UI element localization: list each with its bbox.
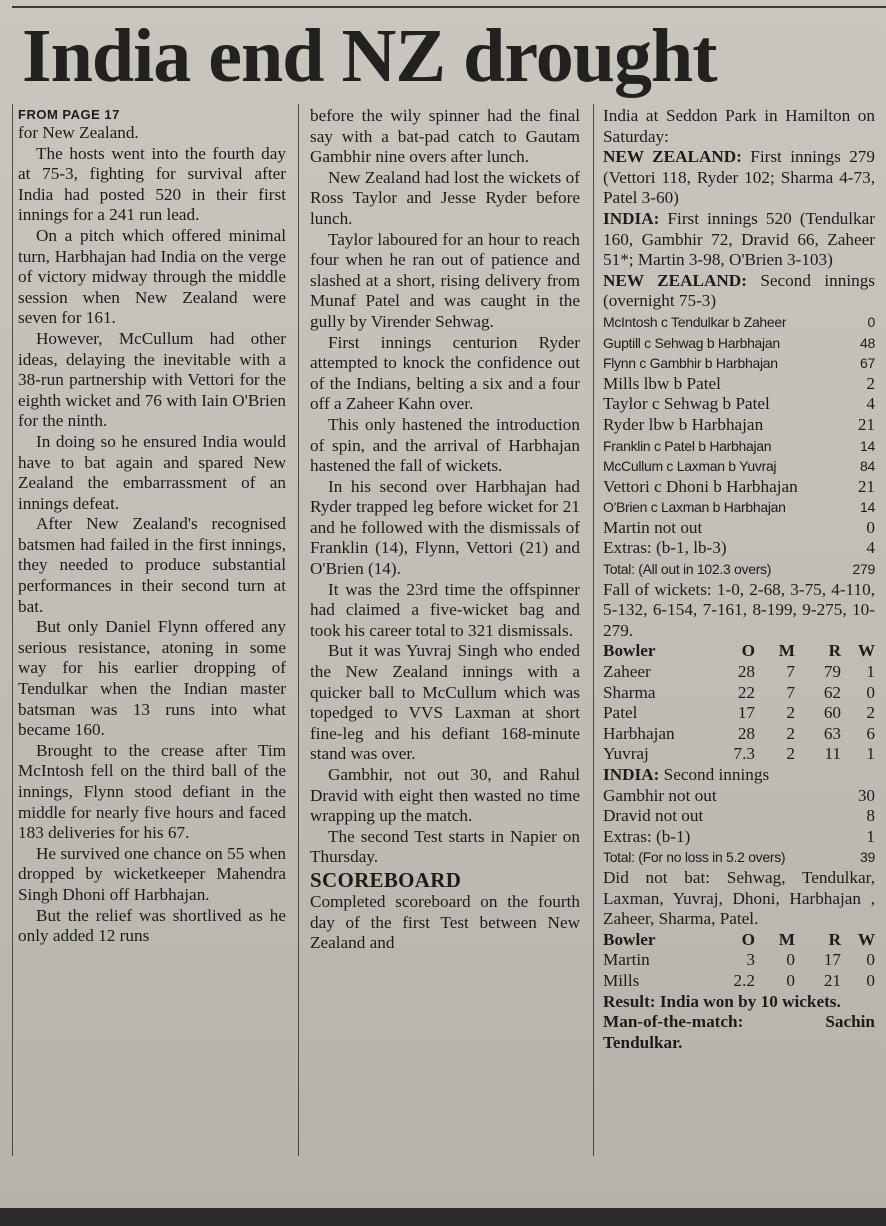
innings-summary: First innings 520 (Tendulkar 160, Gambhir 72, Dravid 66, Zaheer 51*; Martin 3-98, O'Brien 3-103) [603,208,875,270]
paragraph: He survived one chance on 55 when dropped by wicketkeeper Mahendra Singh Dhoni off Harbhajan. [18,843,286,904]
bowler-name: Harbhajan [603,723,675,743]
runs-value: 84 [860,458,875,475]
runs-value: 279 [852,561,875,578]
motm-label: Man-of-the-match: [603,1012,744,1032]
batsman-entry: Vettori c Dhoni b Harbhajan [603,476,798,496]
paragraph: In doing so he ensured India would have to bat again and spared New Zealand the embarrassment of an innings defeat. [18,431,286,513]
innings-summary: Second innings (overnight 75-3) [603,270,875,311]
paragraph: Gambhir, not out 30, and Rahul Dravid with eight then wasted no time wrapping up the match. [310,765,580,826]
paragraph: for New Zealand. [18,123,139,142]
india-batting-list [603,786,875,868]
india-innings-bowling-table [603,930,875,992]
bowling-figure: 0 [866,682,875,702]
paragraph: It was the 23rd time the offspinner had claimed a five-wicket bag and took his career total to 321 dismissals. [310,579,580,640]
paragraph: The second Test starts in Napier on Thursday. [310,826,580,867]
bowler-name: Patel [603,703,638,723]
bowler-name: Zaheer [603,662,651,682]
bowler-name: Yuvraj [603,744,649,764]
bowling-header-cell: W [857,929,875,949]
scoreboard-intro-cont: India at Seddon Park in Hamilton on Saturday: [603,106,875,146]
bowling-figure: 2 [786,703,795,723]
bowling-figure: 17 [737,703,755,723]
headline: India end NZ drought [22,14,717,98]
batting-row [603,456,875,477]
batsman-entry: Extras: (b-1) [603,826,691,846]
fall-of-wickets: Fall of wickets: 1-0, 2-68, 3-75, 4-110, 5-132, 6-154, 7-161, 8-199, 9-275, 10-279. [603,579,875,640]
batting-row [603,518,875,539]
batting-row [603,827,875,848]
batting-row [603,333,875,354]
innings-summary: First innings 279 (Vettori 118, Ryder 102; Sharma 4-73, Patel 3-60) [603,147,875,208]
batsman-entry: Taylor c Sehwag b Patel [603,394,770,414]
batsman-entry: Guptill c Sehwag b Harbhajan [603,334,780,351]
column-rule-2 [593,104,594,1156]
batting-row [603,477,875,498]
bowling-figure: 17 [823,950,841,970]
bowling-figure: 22 [737,682,755,702]
batting-row [603,806,875,827]
bowling-figure: 21 [823,970,841,990]
paragraph: In his second over Harbhajan had Ryder trapped leg before wicket for 21 and he followed with the dismissals of Franklin (14), Flynn, Vettori (21) and O'Brien (14). [310,476,580,579]
bowling-figure: 0 [786,970,795,990]
result [603,992,875,1013]
paragraph: But the relief was shortlived as he only added 12 runs [18,905,286,946]
paragraph: But it was Yuvraj Singh who ended the New Zealand innings with a quicker ball to McCullum which was topedged to VVS Laxman at short fine-leg and his defiant 168-minute stand was over. [310,641,580,764]
bowling-figure: 28 [737,723,755,743]
bowling-figure: 7.3 [733,744,755,764]
bowling-header-cell: M [778,929,795,949]
result-text: India won by 10 wickets. [655,991,841,1011]
paragraph: New Zealand had lost the wickets of Ross Taylor and Jesse Ryder before lunch. [310,167,580,228]
bowling-figure: 3 [746,950,755,970]
team-label: INDIA: [603,765,660,784]
batsman-entry: O'Brien c Laxman b Harbhajan [603,499,786,516]
bowling-header-cell: Bowler [603,929,656,949]
did-not-bat: Did not bat: Sehwag, Tendulkar, Laxman, Yuvraj, Dhoni, Harbhajan , Zaheer, Sharma, Patel. [603,867,875,929]
batsman-entry: Flynn c Gambhir b Harbhajan [603,355,778,372]
result-label: Result: [603,991,656,1011]
bowling-figure: 0 [786,950,795,970]
bowling-header-cell: W [857,641,875,661]
paragraph: After New Zealand's recognised batsmen had failed in the first innings, they needed to produce substantial performances in their second turn at bat. [18,514,286,616]
bowling-figure: 2.2 [733,970,755,990]
runs-value: 1 [866,826,875,846]
bowler-name: Mills [603,970,640,990]
nz-batting-list [603,312,875,580]
bowling-figure: 2 [786,744,795,764]
batting-row [603,497,875,518]
paragraph: This only hastened the introduction of spin, and the arrival of Harbhajan hastened the fall of wickets. [310,414,580,476]
nz-second-innings-heading [603,271,875,312]
paragraph: before the wily spinner had the final say with a bat-pad catch to Gautam Gambhir nine overs after lunch. [310,106,580,167]
bottom-edge [0,1208,886,1226]
bowling-figure: 7 [786,662,795,682]
runs-value: 2 [866,373,875,393]
bowler-name: Sharma [603,682,656,702]
batting-row [603,312,875,333]
bowler-name: Martin [603,950,650,970]
bowling-figure: 28 [737,662,755,682]
batsman-entry: Dravid not out [603,806,704,826]
batting-row [603,538,875,559]
bowling-header-cell: Bowler [603,641,656,661]
runs-value: 4 [866,538,875,558]
bowling-figure: 0 [866,970,875,990]
bowling-header-cell: O [741,641,755,661]
paragraph: But only Daniel Flynn offered any serious resistance, atoning in some way for his earlier dropping of Tendulkar when the Indian master batsman was 13 runs into what became 160. [18,617,286,740]
scoreboard-column [603,106,875,1053]
innings-summary: Second innings [659,765,770,784]
nz-first-innings [603,147,875,209]
batsman-entry: Total: (All out in 102.3 overs) [603,561,772,578]
runs-value: 21 [857,476,875,496]
bowling-figure: 2 [866,703,875,723]
scoreboard-intro: Completed scoreboard on the fourth day of the first Test between New Zealand and [310,891,580,953]
bowling-figure: 0 [866,950,875,970]
article-column-1 [18,106,286,947]
bowling-figure: 1 [866,744,875,764]
runs-value: 14 [860,437,875,454]
batting-row [603,374,875,395]
paragraph: Brought to the crease after Tim McIntosh fell on the third ball of the innings, Flynn stood defiant in the middle for nearly five hours and faced 183 deliveries for his 67. [18,740,286,843]
runs-value: 0 [867,313,875,330]
bowling-figure: 63 [823,723,841,743]
paragraph: On a pitch which offered minimal turn, Harbhajan had India on the verge of victory midway through the middle session when New Zealand were seven for 161. [18,225,286,328]
scoreboard-heading: SCOREBOARD [310,867,462,892]
batsman-entry: Gambhir not out [603,785,717,805]
team-label: INDIA: [603,208,660,228]
batsman-entry: Ryder lbw b Harbhajan [603,414,764,434]
bowling-figure: 11 [824,744,841,764]
batsman-entry: McIntosh c Tendulkar b Zaheer [603,313,787,330]
india-second-innings-heading [603,765,875,786]
runs-value: 8 [866,806,875,826]
batting-row [603,436,875,457]
batsman-entry: McCullum c Laxman b Yuvraj [603,458,777,475]
bowling-figure: 1 [866,662,875,682]
runs-value: 30 [857,785,875,805]
batsman-entry: Martin not out [603,517,703,537]
team-label: NEW ZEALAND: [603,270,747,290]
bowling-header-cell: M [778,641,795,661]
team-label: NEW ZEALAND: [603,147,742,167]
batsman-entry: Mills lbw b Patel [603,373,721,393]
india-first-innings [603,209,875,271]
bowling-header-cell: R [828,929,841,949]
batting-row [603,353,875,374]
bowling-figure: 7 [786,682,795,702]
runs-value: 39 [860,849,875,866]
batting-row [603,847,875,868]
paragraph: The hosts went into the fourth day at 75-3, fighting for survival after India had posted 520 in their first innings for a 241 run lead. [18,143,286,225]
batting-row [603,786,875,807]
bowling-header-cell: O [741,929,755,949]
column-rule-left [12,104,13,1156]
runs-value: 48 [860,334,875,351]
continued-from-kicker: FROM PAGE 17 [18,107,120,122]
bowling-header-cell: R [828,641,841,661]
paragraph: However, McCullum had other ideas, delaying the inevitable with a 38-run partnership with Vettori for the eighth wicket and 76 with Iain O'Brien for the ninth. [18,328,286,431]
bowling-figure: 62 [823,682,841,702]
man-of-the-match [603,1012,875,1053]
bowling-figure: 60 [823,703,841,723]
batsman-entry: Franklin c Patel b Harbhajan [603,437,772,454]
batsman-entry: Extras: (b-1, lb-3) [603,538,727,558]
nz-innings-bowling-table [603,641,875,765]
paragraph: First innings centurion Ryder attempted to knock the confidence out of the Indians, belting a six and a four off a Zaheer Kahn over. [310,332,580,414]
batsman-entry: Total: (For no loss in 5.2 overs) [603,849,786,866]
batting-row [603,394,875,415]
paragraph: Taylor laboured for an hour to reach four when he ran out of patience and slashed at a short, rising delivery from Munaf Patel and was caught in the gully by Virender Sehwag. [310,229,580,331]
runs-value: 21 [857,414,875,434]
bowling-figure: 2 [786,723,795,743]
bowling-figure: 79 [823,662,841,682]
runs-value: 0 [866,517,875,537]
batting-row [603,415,875,436]
article-column-2 [310,106,580,954]
top-rule [12,6,886,8]
bowling-figure: 6 [866,723,875,743]
runs-value: 14 [860,499,875,516]
column-rule-1 [298,104,299,1156]
runs-value: 4 [866,394,875,414]
motm-text: Sachin Tendulkar. [603,1012,875,1052]
batting-row [603,559,875,580]
runs-value: 67 [860,355,875,372]
